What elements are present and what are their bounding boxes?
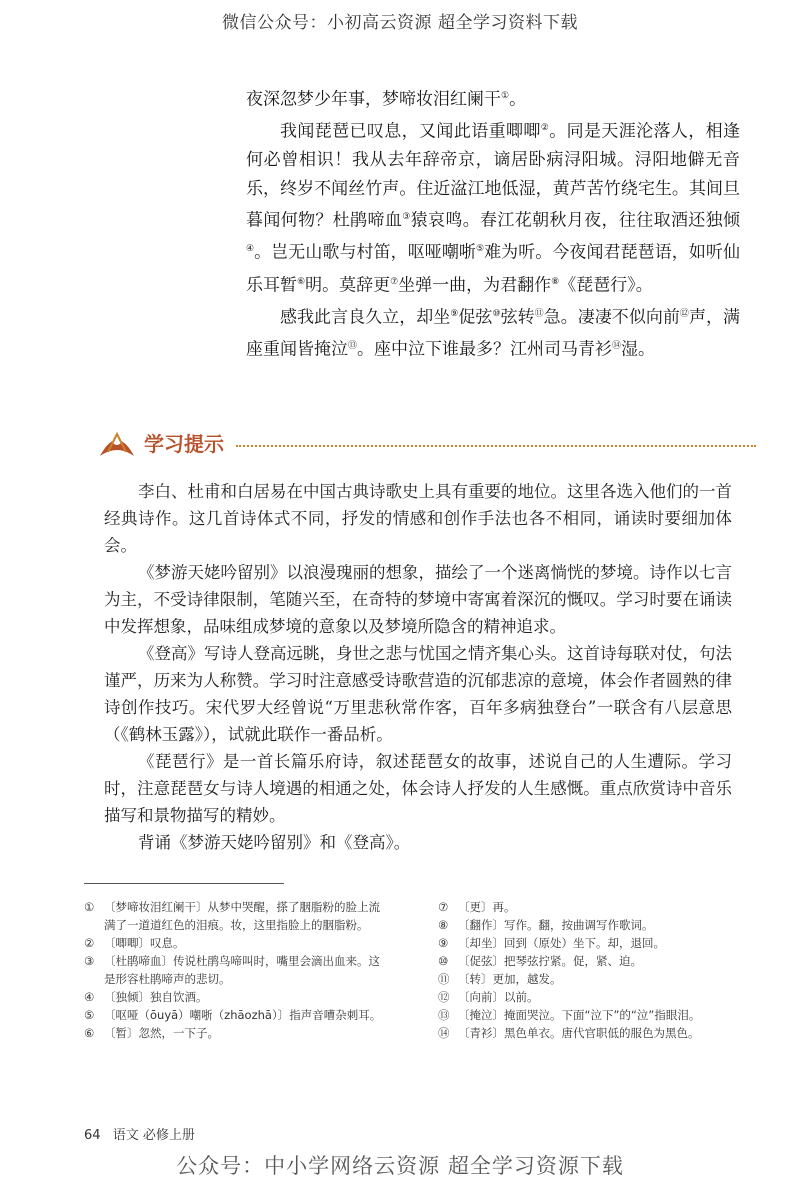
- footnote: ⑩ 〔促弦〕把琴弦拧紧。促，紧、迫。: [438, 954, 642, 968]
- footnote: ⑦ 〔更〕再。: [438, 900, 516, 914]
- footnote: ② 〔唧唧〕叹息。: [84, 936, 185, 950]
- bottom-watermark-banner: 公众号：中小学网络云资源 超全学习资源下载: [176, 1154, 624, 1178]
- footnote: ① 〔梦啼妆泪红阑干〕从梦中哭醒，搽了胭脂粉的脸上流满了一道道红色的泪痕。妆，这里指脸上的胭脂粉。: [84, 900, 380, 932]
- tips-paragraph: 背诵《梦游天姥吟留别》和《登高》。: [138, 833, 411, 852]
- study-tips-heading: [96, 420, 756, 464]
- footnote: ⑬ 〔掩泣〕掩面哭泣。下面“泣下”的“泣”指眼泪。: [438, 1008, 701, 1022]
- tips-paragraph: 《梦游天姥吟留别》以浪漫瑰丽的想象，描绘了一个迷离惝恍的梦境。诗作以七言为主，不受诗律限制，笔随兴至，在奇特的梦境中寄寓着深沉的慨叹。学习时要在诵读中发挥想象，品味组成梦境的意象以及梦境所隐含的精神追求。: [104, 563, 732, 636]
- study-tips-icon: [96, 422, 138, 462]
- footnote: ⑫ 〔向前〕以前。: [438, 990, 539, 1004]
- footnote: ③ 〔杜鹃啼血〕传说杜鹃鸟啼叫时，嘴里会滴出血来。这是形容杜鹃啼声的悲切。: [84, 954, 380, 986]
- poem-text: [246, 82, 740, 364]
- footnote: ⑧ 〔翻作〕写作。翻，按曲调写作歌词。: [438, 918, 654, 932]
- poem-paragraph-2: 我闻琵琶已叹息，又闻此语重唧唧②。同是天涯沦落人，相逢何必曾相识！我从去年辞帝京，谪居卧病浔阳城。浔阳地僻无音乐，终岁不闻丝竹声。住近湓江地低湿，黄芦苦竹绕宅生。其间旦暮闻何物？杜鹃啼血③猿哀鸣。春江花朝秋月夜，往往取酒还独倾④。岂无山歌与村笛，呕哑嘲哳⑤难为听。今夜闻君琵琶语，如听仙乐耳暂⑥明。莫辞更⑦坐弹一曲，为君翻作⑧《琵琶行》。: [246, 121, 741, 296]
- footnote: ④ 〔独倾〕独自饮酒。: [84, 990, 208, 1004]
- page-footer: [84, 1124, 195, 1143]
- tips-paragraph: 《琵琶行》是一首长篇乐府诗，叙述琵琶女的故事，述说自己的人生遭际。学习时，注意琵琶女与诗人境遇的相通之处，体会诗人抒发的人生感慨。重点欣赏诗中音乐描写和景物描写的精妙。: [104, 752, 732, 825]
- footnote: ⑥ 〔暂〕忽然，一下子。: [84, 1026, 219, 1040]
- book-title: 语文 必修上册: [112, 1128, 195, 1143]
- footnotes-left-column: [84, 898, 384, 1042]
- top-watermark-banner: 微信公众号：小初高云资源 超全学习资料下载: [222, 13, 578, 33]
- footnote-divider: [84, 883, 284, 884]
- page-number: 64: [84, 1128, 101, 1143]
- study-tips-body: [104, 478, 732, 856]
- footnote: ⑪ 〔转〕更加，越发。: [438, 972, 562, 986]
- footnote: ⑨ 〔却坐〕回到（原处）坐下。却，退回。: [438, 936, 665, 950]
- tips-paragraph: 李白、杜甫和白居易在中国古典诗歌史上具有重要的地位。这里各选入他们的一首经典诗作。这几首诗体式不同，抒发的情感和创作手法也各不相同，诵读时要细加体会。: [104, 482, 732, 555]
- footnote: ⑤ 〔呕哑（ōuyā）嘲哳（zhāozhā）〕指声音嘈杂刺耳。: [84, 1008, 382, 1022]
- footnotes-right-column: [438, 898, 748, 1042]
- tips-paragraph: 《登高》写诗人登高远眺，身世之悲与忧国之情齐集心头。这首诗每联对仗，句法谨严，历来为人称赞。学习时注意感受诗歌营造的沉郁悲凉的意境，体会作者圆熟的律诗创作技巧。宋代罗大经曾说“万里悲秋常作客，百年多病独登台”一联含有八层意思（《鹤林玉露》），试就此联作一番品析。: [104, 644, 732, 744]
- study-tips-title: 学习提示: [144, 431, 224, 456]
- poem-paragraph-1: 夜深忽梦少年事，梦啼妆泪红阑干①。: [246, 89, 527, 110]
- footnote: ⑭ 〔青衫〕黑色单衣。唐代官职低的服色为黑色。: [438, 1026, 700, 1040]
- poem-paragraph-3: 感我此言良久立，却坐⑨促弦⑩弦转⑪急。凄凄不似向前⑫声，满座重闻皆掩泣⑬。座中泣下谁最多？江州司马青衫⑭湿。: [246, 307, 740, 360]
- heading-dotted-rule: [236, 445, 756, 447]
